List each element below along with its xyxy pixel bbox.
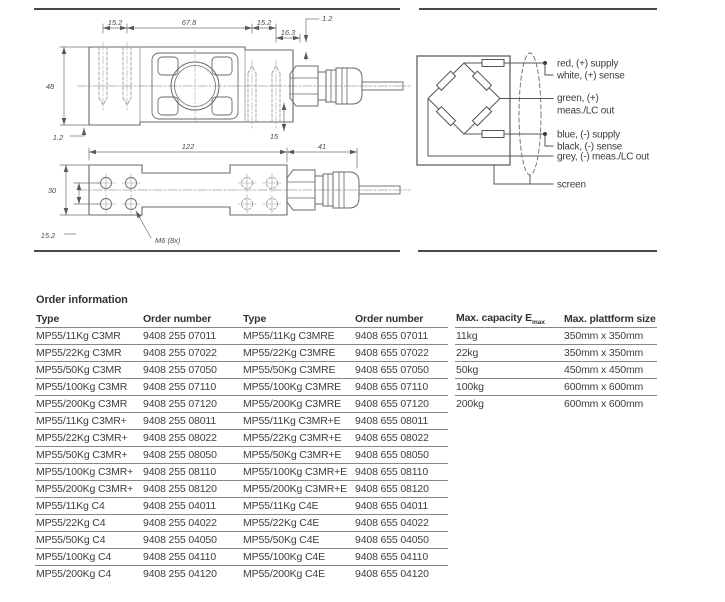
cable-screen-oval (519, 53, 541, 175)
platform-cell: 600mm x 600mm (563, 396, 657, 413)
type-cell: MP55/11Kg C3MR+ (35, 413, 142, 430)
capacity-cell: 50kg (455, 362, 563, 379)
dim-label: 48 (45, 82, 55, 91)
order-number-cell: 9408 255 07022 (142, 345, 242, 362)
order-number-cell: 9408 655 07022 (354, 345, 448, 362)
junction-dot (543, 61, 547, 65)
type-cell: MP55/22Kg C3MR (35, 345, 142, 362)
table-row (35, 413, 448, 430)
type-cell: MP55/50Kg C3MR+ (35, 447, 142, 464)
col-header-order-number: Order number (142, 311, 242, 328)
table-row (35, 481, 448, 498)
type-cell: MP55/11Kg C3MRE (242, 328, 354, 345)
type-cell: MP55/50Kg C3MR (35, 362, 142, 379)
table-row (35, 532, 448, 549)
thread-note-label: M6 (8x) (155, 236, 181, 245)
junction-dot (543, 132, 547, 136)
capacity-cell: 22kg (455, 345, 563, 362)
dim-label: 30 (47, 186, 57, 195)
platform-cell: 350mm x 350mm (563, 345, 657, 362)
capacity-cell: 200kg (455, 396, 563, 413)
type-cell: MP55/200Kg C3MRE (242, 396, 354, 413)
dim-label: 1.2 (322, 14, 333, 23)
wire-label-red: red, (+) supply (557, 58, 619, 70)
order-number-cell: 9408 255 04011 (142, 498, 242, 515)
col-header-order-number: Order number (354, 311, 448, 328)
order-number-cell: 9408 655 04120 (354, 566, 448, 583)
wire-label-grey: grey, (-) meas./LC out (557, 151, 650, 163)
col-header-type: Type (242, 311, 354, 328)
table-row (35, 447, 448, 464)
order-number-cell: 9408 655 08050 (354, 447, 448, 464)
wire-label-green-2: meas./LC out (557, 105, 615, 117)
type-cell: MP55/100Kg C3MR+ (35, 464, 142, 481)
table-row (35, 515, 448, 532)
type-cell: MP55/22Kg C3MR+ (35, 430, 142, 447)
order-number-cell: 9408 255 08022 (142, 430, 242, 447)
order-info-table (35, 311, 448, 582)
order-number-cell: 9408 255 08050 (142, 447, 242, 464)
table-row (35, 464, 448, 481)
order-number-cell: 9408 655 08011 (354, 413, 448, 430)
dim-label: 1.2 (52, 133, 64, 142)
load-cell-body-box (417, 56, 510, 165)
platform-cell: 350mm x 350mm (563, 328, 657, 345)
capacity-table (455, 311, 657, 412)
wire-label-blue: blue, (-) supply (557, 129, 620, 141)
type-cell: MP55/100Kg C4 (35, 549, 142, 566)
order-number-cell: 9408 655 07011 (354, 328, 448, 345)
order-number-cell: 9408 255 07110 (142, 379, 242, 396)
header-row (35, 311, 448, 328)
wire-label-white: white, (+) sense (557, 70, 625, 82)
order-number-cell: 9408 655 08022 (354, 430, 448, 447)
type-cell: MP55/22Kg C3MRE (242, 345, 354, 362)
order-number-cell: 9408 655 04022 (354, 515, 448, 532)
order-number-cell: 9408 655 07050 (354, 362, 448, 379)
col-header-type: Type (35, 311, 142, 328)
type-cell: MP55/100Kg C3MRE (242, 379, 354, 396)
order-number-cell: 9408 655 07110 (354, 379, 448, 396)
dim-label: 67.8 (181, 18, 197, 27)
col-header-max-capacity: Max. capacity $E_{max}$ (455, 311, 563, 328)
order-number-cell: 9408 255 04120 (142, 566, 242, 583)
type-cell: MP55/200Kg C4 (35, 566, 142, 583)
table-row (35, 396, 448, 413)
plan-view-dimensions (60, 148, 357, 238)
order-number-cell: 9408 255 07120 (142, 396, 242, 413)
table-row (455, 379, 657, 396)
capacity-cell: 100kg (455, 379, 563, 396)
emax-subscript: max (531, 319, 545, 327)
table-row (35, 379, 448, 396)
order-number-cell: 9408 655 08120 (354, 481, 448, 498)
plan-view-drawing (41, 142, 410, 245)
type-cell: MP55/22Kg C4 (35, 515, 142, 532)
plan-left-hole-crosshairs (97, 174, 140, 213)
type-cell: MP55/100Kg C3MR (35, 379, 142, 396)
type-cell: MP55/200Kg C3MR (35, 396, 142, 413)
col-header-platform-size: Max. plattform size (563, 311, 657, 328)
table-row (35, 549, 448, 566)
table-row (35, 498, 448, 515)
right-threaded-holes (248, 66, 280, 122)
order-number-cell: 9408 255 08110 (142, 464, 242, 481)
dim-label: 15.2 (107, 18, 123, 27)
technical-drawings (0, 0, 725, 300)
dim-label: 16.3 (280, 28, 296, 37)
dim-label: 15.2 (256, 18, 272, 27)
capacity-cell: 11kg (455, 328, 563, 345)
type-cell: MP55/50Kg C4 (35, 532, 142, 549)
type-cell: MP55/22Kg C3MR+E (242, 430, 354, 447)
type-cell: MP55/11Kg C3MR+E (242, 413, 354, 430)
wire-label-black: black, (-) sense (557, 141, 623, 153)
order-number-cell: 9408 655 04110 (354, 549, 448, 566)
plan-right-hole-crosshairs (238, 174, 281, 213)
bridge-resistors (436, 71, 491, 126)
left-threaded-holes (99, 47, 131, 105)
wiring-diagram (417, 53, 650, 191)
order-number-cell: 9408 655 04050 (354, 532, 448, 549)
order-number-cell: 9408 655 08110 (354, 464, 448, 481)
type-cell: MP55/50Kg C3MR+E (242, 447, 354, 464)
table-row (35, 328, 448, 345)
table-row (35, 430, 448, 447)
platform-cell: 450mm x 450mm (563, 362, 657, 379)
type-cell: MP55/200Kg C4E (242, 566, 354, 583)
order-number-cell: 9408 255 04022 (142, 515, 242, 532)
order-information-title: Order information (36, 294, 128, 306)
order-number-cell: 9408 655 07120 (354, 396, 448, 413)
type-cell: MP55/11Kg C4 (35, 498, 142, 515)
table-row (455, 396, 657, 413)
dim-label: 15.2 (40, 231, 56, 240)
order-number-cell: 9408 255 08120 (142, 481, 242, 498)
table-row (455, 362, 657, 379)
table-row (455, 345, 657, 362)
table-row (35, 345, 448, 362)
type-cell: MP55/22Kg C4E (242, 515, 354, 532)
type-cell: MP55/50Kg C4E (242, 532, 354, 549)
table-row (455, 328, 657, 345)
platform-cell: 600mm x 600mm (563, 379, 657, 396)
dim-label: 41 (317, 142, 327, 151)
type-cell: MP55/11Kg C3MR (35, 328, 142, 345)
table-row (35, 566, 448, 583)
wire-label-screen: screen (557, 179, 586, 191)
order-number-cell: 9408 255 08011 (142, 413, 242, 430)
order-number-cell: 9408 255 07050 (142, 362, 242, 379)
order-number-cell: 9408 255 07011 (142, 328, 242, 345)
type-cell: MP55/100Kg C3MR+E (242, 464, 354, 481)
side-view-drawing (46, 14, 410, 142)
order-number-cell: 9408 255 04050 (142, 532, 242, 549)
header-row (455, 311, 657, 328)
type-cell: MP55/11Kg C4E (242, 498, 354, 515)
order-number-cell: 9408 255 04110 (142, 549, 242, 566)
wire-label-green: green, (+) (557, 93, 599, 104)
type-cell: MP55/200Kg C3MR+ (35, 481, 142, 498)
dim-label: 122 (181, 142, 195, 151)
type-cell: MP55/200Kg C3MR+E (242, 481, 354, 498)
dim-label: 15 (269, 132, 279, 141)
table-row (35, 362, 448, 379)
type-cell: MP55/50Kg C3MRE (242, 362, 354, 379)
type-cell: MP55/100Kg C4E (242, 549, 354, 566)
order-number-cell: 9408 655 04011 (354, 498, 448, 515)
